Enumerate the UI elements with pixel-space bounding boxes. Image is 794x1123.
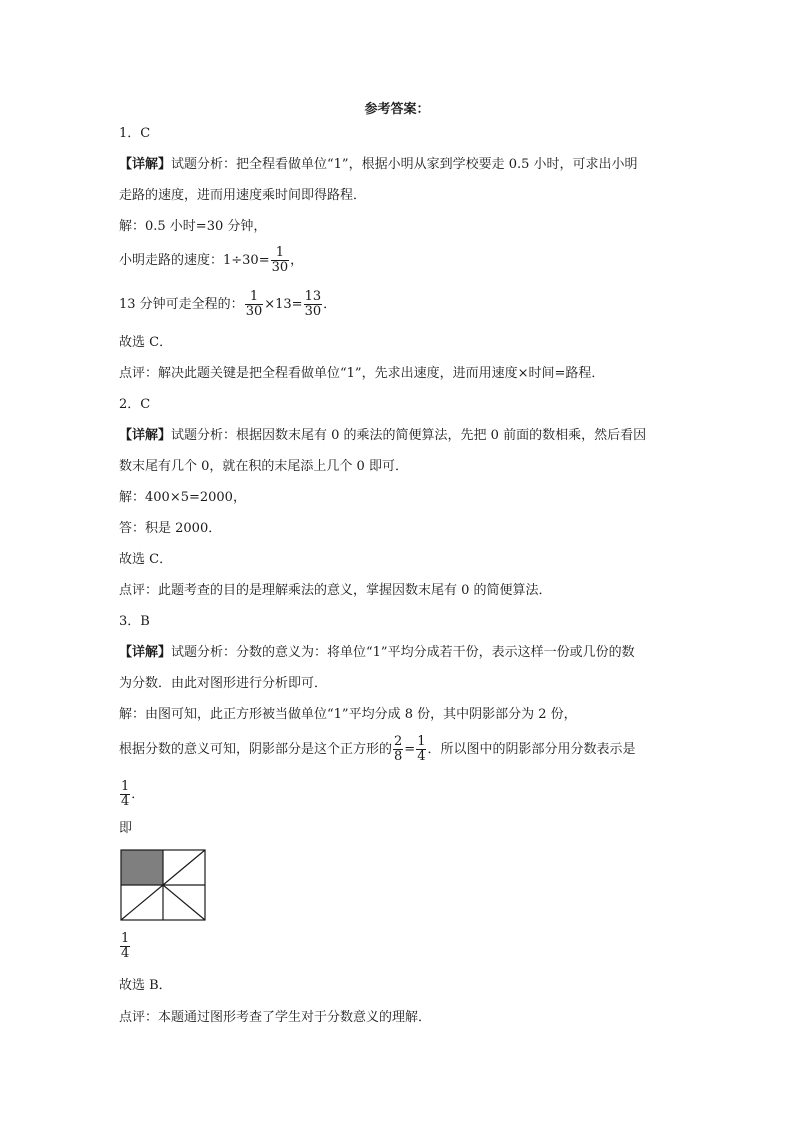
square-diagram (120, 849, 206, 921)
q3-result-fraction (120, 780, 130, 809)
q3-meaning-eq: = (404, 742, 416, 757)
fraction-denominator: 4 (417, 749, 426, 764)
page-title: 参考答案： (364, 102, 430, 117)
q3-number: 3．B (119, 614, 150, 629)
q1-speed-text: 小明走路的速度：1÷30= (119, 253, 270, 268)
q2-analysis-line1 (119, 426, 646, 446)
diagram-diagonal-bottom-right (163, 885, 205, 920)
q3-result-line (119, 778, 144, 812)
q3-meaning-fraction1 (393, 735, 403, 764)
fraction-numerator: 1 (121, 931, 130, 946)
q3-ji: 即 (119, 821, 133, 836)
q3-meaning-tail: ．所以图中的阴影部分用分数表示是 (427, 742, 636, 757)
q2-comment: 点评：此题考查的目的是理解乘法的意义，掌握因数末尾有 0 的简便算法． (119, 583, 552, 598)
fraction-numerator: 1 (245, 290, 264, 305)
q1-total-fraction2 (304, 290, 323, 319)
q1-analysis-line2: 走路的速度，进而用速度乘时间即得路程． (119, 188, 367, 203)
q1-total-mid: ×13= (264, 297, 303, 312)
q3-meaning-text: 根据分数的意义可知，阴影部分是这个正方形的 (119, 742, 393, 757)
q1-answer: 故选 C． (119, 335, 173, 350)
q2-solution: 解：400×5=2000， (119, 490, 246, 505)
fraction-numerator: 1 (271, 246, 290, 261)
q3-analysis-text1: 试题分析：分数的意义为：将单位“1”平均分成若干份，表示这样一份或几份的数 (171, 645, 635, 660)
fraction-denominator: 30 (271, 260, 289, 275)
q3-solution-line1: 解：由图可知，此正方形被当做单位“1”平均分成 8 份，其中阴影部分为 2 份， (119, 707, 577, 722)
q1-analysis-text1: 试题分析：把全程看做单位“1”，根据小明从家到学校要走 0.5 小时，可求出小明 (171, 157, 638, 172)
q2-number: 2．C (119, 397, 151, 412)
q1-total-suffix: ． (323, 297, 337, 312)
q2-answer: 故选 C． (119, 552, 173, 567)
q3-meaning-line (119, 733, 636, 767)
q1-speed-suffix: ， (290, 253, 304, 268)
fraction-numerator: 1 (417, 734, 426, 749)
q1-analysis-line1 (119, 155, 638, 175)
q1-comment: 点评：解决此题关键是把全程看做单位“1”，先求出速度，进而用速度×时间=路程． (119, 366, 605, 381)
q2-analysis-line2: 数末尾有几个 0，就在积的末尾添上几个 0 即可． (119, 459, 408, 474)
diagram-diagonal-bottom-left (121, 885, 163, 920)
fraction-denominator: 4 (121, 794, 130, 809)
q1-tag: 【详解】 (119, 157, 172, 172)
q1-total-fraction1 (245, 290, 264, 319)
fraction-denominator: 8 (394, 749, 403, 764)
q3-comment: 点评：本题通过图形考查了学生对于分数意义的理解． (119, 1010, 432, 1025)
q1-solution-line1: 解：0.5 小时=30 分钟， (119, 219, 267, 234)
fraction-denominator: 30 (245, 304, 263, 319)
fraction-numerator: 13 (304, 289, 322, 304)
q1-total-text: 13 分钟可走全程的： (119, 297, 244, 312)
q1-total-line (119, 288, 336, 322)
fraction-denominator: 30 (304, 304, 322, 319)
shaded-region (121, 850, 163, 885)
q3-tag: 【详解】 (119, 645, 172, 660)
q1-speed-line (119, 244, 303, 278)
q1-speed-fraction (271, 246, 290, 275)
q3-analysis-line2: 为分数．由此对图形进行分析即可． (119, 676, 328, 691)
fraction-numerator: 1 (121, 779, 130, 794)
q2-reply: 答：积是 2000． (119, 521, 222, 536)
q1-number: 1．C (119, 126, 151, 141)
q3-meaning-fraction2 (416, 735, 426, 764)
fraction-numerator: 2 (394, 734, 403, 749)
q3-figure-fraction (120, 932, 130, 961)
q2-tag: 【详解】 (119, 428, 172, 443)
q3-result-suffix: ． (131, 787, 145, 802)
fraction-denominator: 4 (121, 946, 130, 961)
q3-answer: 故选 B． (119, 978, 172, 993)
q2-analysis-text1: 试题分析：根据因数末尾有 0 的乘法的简便算法，先把 0 前面的数相乘，然后看因 (171, 428, 647, 443)
q3-figure-fraction-line (119, 930, 131, 964)
diagram-diagonal-top-right (163, 850, 205, 885)
q3-analysis-line1 (119, 643, 635, 663)
